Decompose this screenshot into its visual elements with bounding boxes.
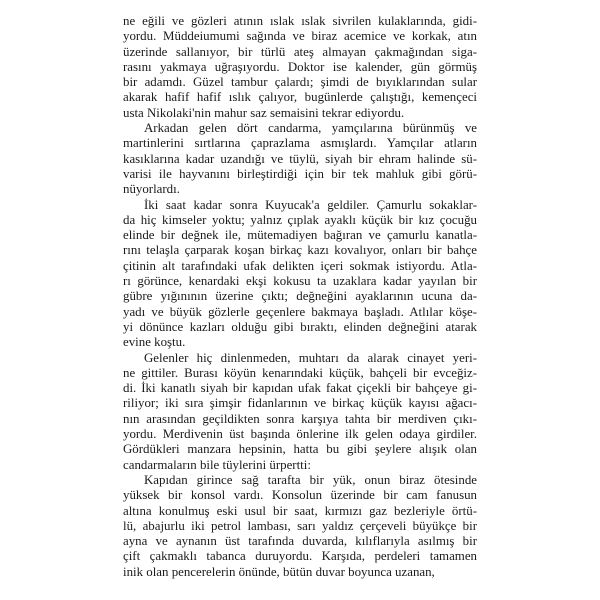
text-line: martinlerini sırtlarına çaprazlama asmışlardı. Yamçılar atların [123,136,477,151]
text-line: yadı ve büyük gözlerle geçenlere bakmaya başladı. Atlılar köşe- [123,304,477,319]
text-line: ayna ve aynanın üst tarafında duvarda, kılıflarıyla asılmış bir [123,534,477,549]
text-line: inik olan pencerelerin önünde, bütün duvar boyunca uzanan, [123,564,435,579]
text-line: candarmaların bile tüylerini ürpertti: [123,457,311,472]
paragraph [123,14,477,121]
text-line: usta Nikolaki'nin mahur saz semaisini tekrar ediyordu. [123,105,405,120]
text-line: Gördükleri manzara hepsinin, hatta bu gibi şeylere alışık olan [123,442,477,457]
paragraph [123,121,477,197]
text-line: yüksek bir konsol vardı. Konsolun üzerinde bir cam fanusun [123,488,477,503]
text-line: da hiç kimseler yoktu; yalnız çıplak ayaklı küçük bir kız çocuğu [123,212,477,227]
text-line: kasıklarına kadar uzandığı ve tüylü, siyah bir ehram halinde sü- [123,151,477,166]
page-text-body [123,14,477,580]
paragraph [123,198,477,351]
text-line: nüyorlardı. [123,182,180,197]
text-line: rı görünce, kenardaki ekşi kokusu ta uzaklara kadar yayılan bir [123,274,477,289]
paragraph [123,473,477,580]
text-line: yi dönünce kazları olduğu gibi bıraktı, elinden değneğini atarak [123,319,477,334]
text-line: çift çakmaklı tabanca duruyordu. Karşıda, perdeleri tamamen [123,549,477,564]
text-line: di. İki kanatlı siyah bir kapıdan ufak fakat çiçekli bir bahçeye gi- [123,381,477,396]
text-line: varisi ile hayvanını birleştirdiği için bir tek mahluk gibi görü- [123,166,477,181]
text-line: bir adamdı. Güzel tambur çalardı; şimdi de bıyıklarından sular [123,75,477,90]
text-line: Arkadan gelen dört candarma, yamçılarına bürünmüş ve [144,121,477,136]
text-line: lü, abajurlu iki petrol lambası, sarı yaldız çerçeveli büyükçe bir [123,518,477,533]
text-line: gübre yığınının üzerine çıktı; değneğini ayaklarının ucuna da- [123,289,477,304]
text-line: ne gittiler. Burası köyün kenarındaki küçük, bahçeli bir evceğiz- [123,365,477,380]
text-line: rını telaşla çarparak koşan birkaç kazı kovalıyor, onları bir bahçe [123,243,477,258]
text-line: çitinin alt tarafındaki ufak delikten içeri sokmak istiyordu. Atla- [123,258,477,273]
text-line: altına konulmuş eski usul bir saat, kırmızı gaz bezleriyle örtü- [123,503,477,518]
text-line: elinde bir değnek ile, mütemadiyen bağıran ve çamurlu kanatla- [123,228,477,243]
text-line: akarak hafif hafif ıslık çalıyor, bugünlerde çalıştığı, kemençeci [123,90,477,105]
text-line: yordu. Müddeiumumi sağında ve biraz acemice ve korkak, atın [123,29,477,44]
text-line: riliyor; iki sıra şimşir fidanlarının ve birkaç küçük kayısı ağacı- [123,396,477,411]
text-line: rasını yakmaya uğraşıyordu. Doktor ise kalender, gün görmüş [123,59,477,74]
text-line: evine koştu. [123,335,186,350]
text-line: yordu. Merdivenin üst başında önlerine ilk gelen odaya girdiler. [123,427,477,442]
text-line: üzerinde sallanıyor, bir türlü ateş almayan çakmağından siga- [123,44,477,59]
text-line: nın arasından geçildikten sonra karşıya tahta bir merdiven çıkı- [123,411,477,426]
text-line: Kapıdan girince sağ tarafta bir yük, onun biraz ötesinde [144,472,477,487]
paragraph [123,351,477,473]
text-line: İki saat kadar sonra Kuyucak'a geldiler. Çamurlu sokaklar- [144,197,477,212]
text-line: Gelenler hiç dinlenmeden, muhtarı da alarak cinayet yeri- [144,350,477,365]
text-line: ne eğili ve gözleri atının ıslak ıslak sivrilen kulaklarında, gidi- [123,14,477,28]
